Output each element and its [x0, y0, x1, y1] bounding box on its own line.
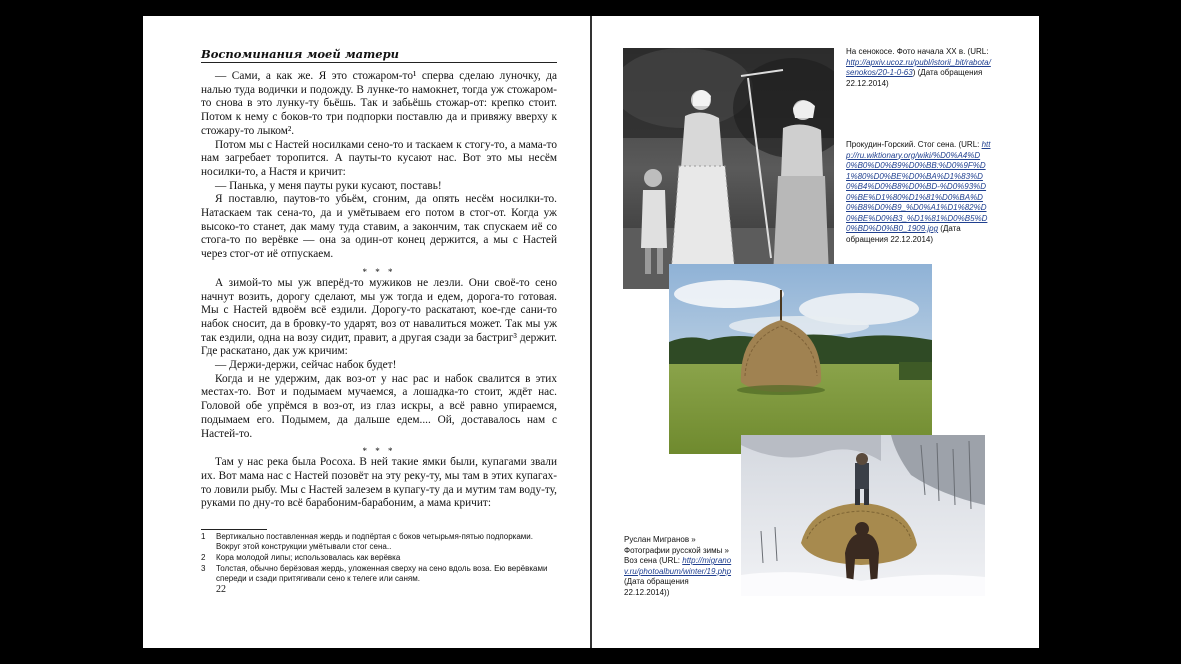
caption-date: ) (Дата обращения 22.12.2014) [846, 68, 983, 88]
paragraph: — Сами, а как же. Я это стожаром-то¹ сперва сделаю луночку, да налью туда водички и подожду. В лунке-то намокнет, тогда уж стожаром-то снова в это лунку-ту бьёшь. Так и забьёшь стожар-от: крепко стоит. Потом к нему с боков-то три подпорки поставлю да и привяжу вверху к стожару-то лыком². [201, 70, 557, 137]
paragraph: Когда и не удержим, дак воз-от у нас рас и набок свалится в этих местах-то. Вот и подымаем мучаемся, а лошадка-то стоит, ждёт нас. Головой обе упрёмся в воз-от, из глаз искры, а всё равно упираемся, подымаем его. Подымем, да дальше едем.... Ой, доставалось нам с Настей-то. [201, 372, 557, 440]
source-link[interactable]: http://migranov.ru/photoalbum/winter/19.php [624, 556, 732, 576]
right-page [592, 16, 1039, 648]
footnote [201, 564, 557, 584]
paragraph: — Панька, у меня пауты руки кусают, поставь! [215, 179, 442, 192]
footnote-text: Вертикально поставленная жердь и подпёртая с боков четырьмя-пятью подпорками. Вокруг этой конструкции умётывали стог сена.. [216, 532, 533, 551]
photo-caption [624, 535, 736, 598]
caption-text: Руслан Мигранов » Фотографии русской зимы » Воз сена (URL: [624, 535, 729, 565]
footnote-number: 2 [201, 553, 206, 562]
haystack-photo [669, 264, 932, 454]
photo-caption [846, 140, 991, 245]
source-link[interactable]: http://apxiv.ucoz.ru/publ/istorii_bit/rabota/senokos/20-1-0-63 [846, 57, 991, 77]
paragraph: — Держи-держи, сейчас набок будет! [215, 359, 397, 372]
paragraph: Я поставлю, паутов-то убьём, сгоним, да опять несём носилки-то. Натаскаем так сена-то, да и умётываем его потом в стог-от. Когда уж высоко-то станет, дак маму туда ставим, а закончим, так спускаем иё со стога-то по верёвке — она за один-от конец держится, а мы с Настей через стог-от иё отпускаем. [201, 193, 557, 261]
caption-date: (Дата обращения 22.12.2014)) [624, 577, 689, 597]
running-header: Воспоминания моей матери [201, 47, 557, 63]
footnote-number: 1 [201, 532, 206, 541]
footnote-number: 3 [201, 564, 206, 573]
footnote-text: Толстая, обычно берёзовая жердь, уложенная сверху на сено вдоль воза. Ею верёвками спереди и сзади притягивали сено к телеге или саням. [216, 564, 548, 583]
section-divider: * * * [362, 446, 396, 457]
haymaking-photo [623, 48, 834, 289]
caption-text: Прокудин-Горский. Стог сена. (URL: [846, 140, 982, 149]
body-text [201, 70, 557, 511]
paragraph: Потом мы с Настей носилками сено-то и таскаем к стогу-то, а мама-то нам загребает торопится. А пауты-то кусают нас. Вот это мы несём носилки-то, а Настя и кричит: [201, 138, 557, 178]
section-divider: * * * [362, 266, 396, 277]
winter-haycart-photo [741, 435, 985, 596]
footnote [201, 532, 557, 552]
caption-text: На сенокосе. Фото начала XX в. (URL: [846, 47, 989, 56]
photo-caption [846, 47, 991, 89]
source-link[interactable]: http://ru.wiktionary.org/wiki/%D0%A4%D0%B0%D0%B9%D0%BB:%D0%9F%D1%80%D0%BE%D0%BA%D1%83%D0%B4%D0%B8%D0%BD-%D0%93%D0%BE%D1%80%D1%81%D0%BA%D0%B8%D0%B9_%D0%A1%D1%82%D0%BE%D0%B3_%D1%81%D0%B5%D0%BD%D0%B0_1909.jpg [846, 140, 991, 233]
page-number: 22 [216, 584, 226, 595]
footnote-rule [201, 529, 267, 530]
left-page [143, 16, 590, 648]
paragraph: Там у нас река была Росоха. В ней такие ямки были, купагами звали их. Вот мама нас с Настей позовёт на эту реку-ту, мы там в этих купагах-то ловили рыбу. Мы с Настей залезем в купагу-ту да и мутим там воду-ту, руками по дну-то всё барабоним-барабоним, а мама кричит: [201, 456, 557, 510]
caption-date: (Дата обращения 22.12.2014) [846, 224, 961, 244]
paragraph: А зимой-то мы уж вперёд-то мужиков не лезли. Они своё-то сено начнут возить, дорогу сделают, мы уж тогда и едем, дорога-то готовая. Мы с Настей вдвоём всё ездили. Дорогу-то раскатают, кое-где сани-то набок сносит, да в бровку-то ударят, воз от навалиться может. Так мы уж так ездили, одна на возу сидит, правит, а другая сзади за бастриг³ держит. Где раскатано, дак уж кричим: [201, 276, 557, 358]
footnotes [201, 532, 557, 585]
footnote [201, 553, 557, 563]
footnote-text: Кора молодой липы; использовалась как верёвка [216, 553, 401, 562]
